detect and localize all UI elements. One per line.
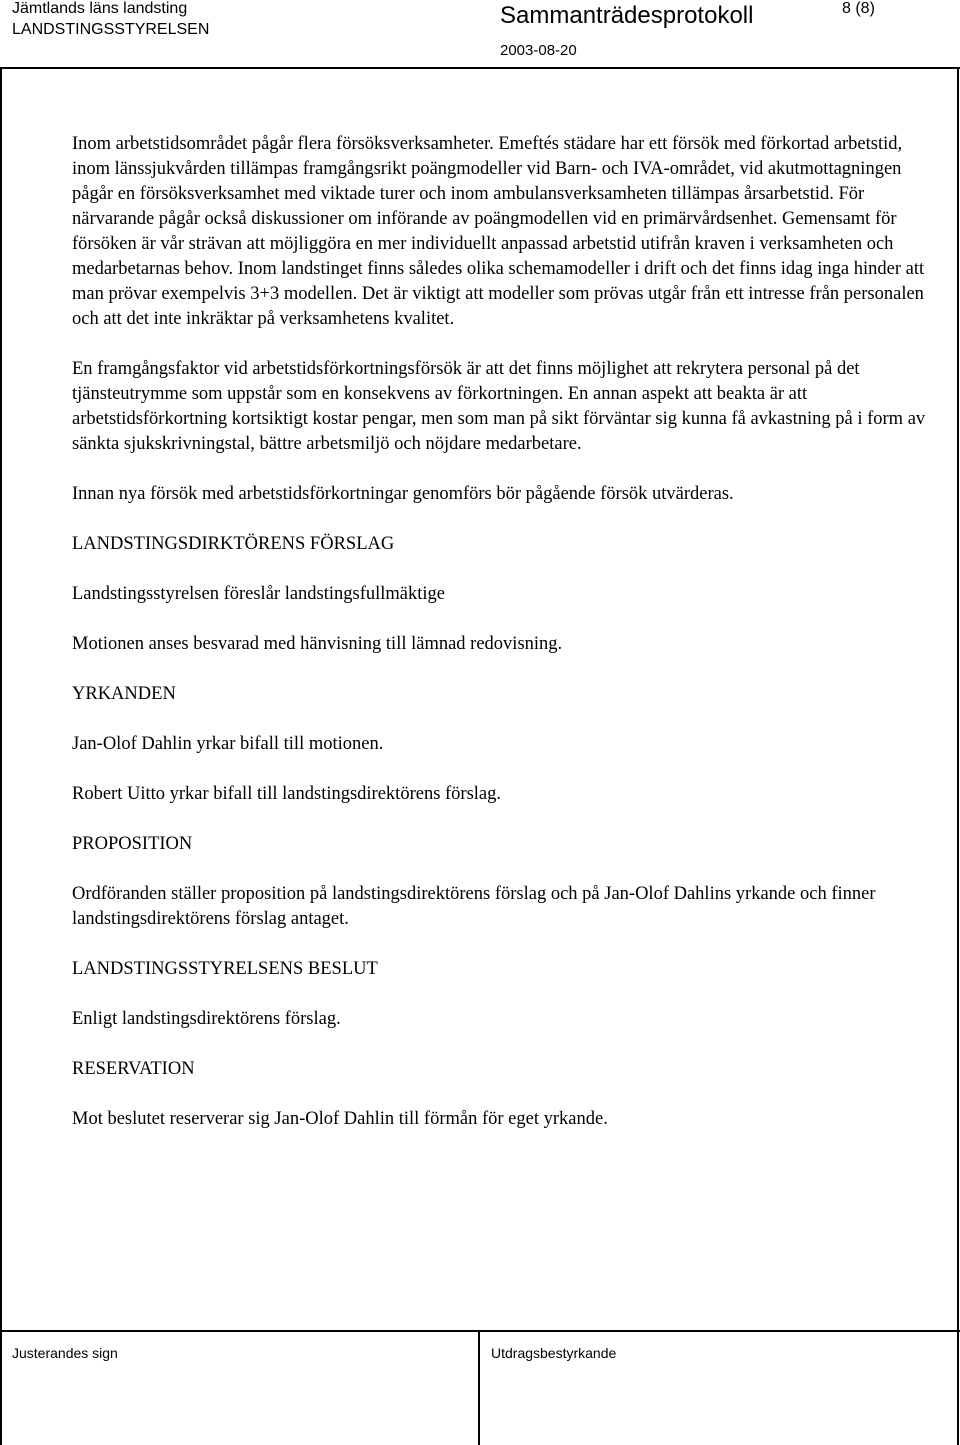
- paragraph-foreslar: Landstingsstyrelsen föreslår landstingsfullmäktige: [72, 584, 446, 604]
- heading-yrkanden: YRKANDEN: [72, 684, 176, 704]
- paragraph-uitto-yrkande: Robert Uitto yrkar bifall till landstingsdirektörens förslag.: [72, 784, 502, 804]
- left-frame-line: [0, 67, 2, 1330]
- footer-left-line: [0, 1330, 2, 1445]
- header-rule: [0, 67, 960, 69]
- page-number: 8 (8): [842, 0, 875, 17]
- document-date: 2003-08-20: [500, 42, 577, 59]
- paragraph-reservation: Mot beslutet reserverar sig Jan-Olof Dahlin till förmån för eget yrkande.: [72, 1109, 608, 1129]
- paragraph-utvardering: Innan nya försök med arbetstidsförkortningar genomförs bör pågående försök utvärderas.: [72, 484, 734, 504]
- paragraph-motionen: Motionen anses besvarad med hänvisning till lämnad redovisning.: [72, 634, 563, 654]
- utdragsbestyrkande-label: Utdragsbestyrkande: [491, 1345, 617, 1361]
- footer-divider: [478, 1330, 480, 1445]
- paragraph-proposition: Ordföranden ställer proposition på landstingsdirektörens förslag och på Jan-Olof Dahlins yrkande och finner landstingsdirektörens förslag antaget.: [72, 884, 876, 929]
- document-body: [72, 132, 934, 1132]
- paragraph-framgangsfaktor: En framgångsfaktor vid arbetstidsförkortningsförsök är att det finns möjlighet att rekrytera personal på det tjänsteutrymme som uppstår som en konsekvens av förkortningen. En annan aspekt att beakta är att arbetstidsförkortning kortsiktigt kostar pengar, men som man på sikt förväntar sig kunna få avkastning på i form av sänkta sjukskrivningstal, bättre arbetsmiljö och nöjdare medarbetare.: [72, 359, 926, 454]
- heading-forslag: LANDSTINGSDIRKTÖRENS FÖRSLAG: [72, 534, 395, 554]
- heading-beslut: LANDSTINGSSTYRELSENS BESLUT: [72, 959, 378, 979]
- paragraph-beslut: Enligt landstingsdirektörens förslag.: [72, 1009, 341, 1029]
- heading-reservation: RESERVATION: [72, 1059, 195, 1079]
- paragraph-arbetstid: Inom arbetstidsområdet pågår flera försöksverksamheter. Emeftés städare har ett försök med förkortad arbetstid, inom länssjukvården tillämpas framgångsrikt poängmodeller vid Barn- och IVA-området, vid akutmottagningen pågår en försöksverksamhet med viktade turer och inom ambulansverksamheten tillämpas årsarbetstid. För närvarande pågår också diskussioner om införande av poängmodellen vid en primärvårdsenhet. Gemensamt för försöken är vår strävan att möjliggöra en mer individuellt anpassad arbetstid utifrån kraven i verksamheten och medarbetarnas behov. Inom landstinget finns således olika schemamodeller i drift och det finns idag inga hinder att man prövar exempelvis 3+3 modellen. Det är viktigt att modeller som prövas utgår från ett intresse från personalen och att det inte inkräktar på verksamhetens kvalitet.: [72, 134, 925, 329]
- organization-name: Jämtlands läns landsting: [12, 0, 188, 17]
- justerandes-sign-label: Justerandes sign: [12, 1345, 118, 1361]
- right-frame-line: [957, 67, 959, 1330]
- footer-right-line: [957, 1330, 959, 1445]
- document-title: Sammanträdesprotokoll: [500, 2, 754, 29]
- heading-proposition: PROPOSITION: [72, 834, 193, 854]
- board-name: LANDSTINGSSTYRELSEN: [12, 21, 210, 38]
- paragraph-dahlin-yrkande: Jan-Olof Dahlin yrkar bifall till motionen.: [72, 734, 384, 754]
- footer-rule: [0, 1330, 960, 1332]
